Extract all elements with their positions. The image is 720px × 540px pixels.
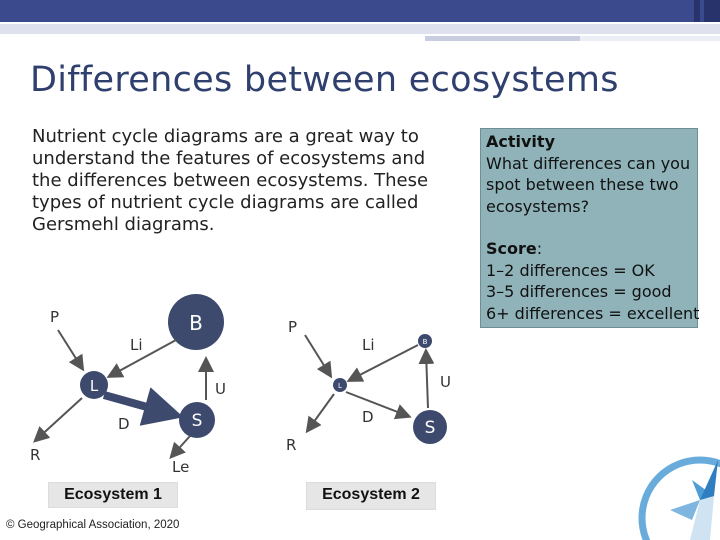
top-banner-accent	[704, 0, 720, 22]
label-S: S	[424, 418, 436, 438]
label-B: B	[189, 311, 203, 335]
label-B: B	[422, 338, 428, 346]
leaching-arrow	[172, 436, 190, 456]
top-banner	[0, 0, 720, 22]
label-D: D	[118, 415, 130, 433]
label-P: P	[288, 318, 298, 336]
label-Li: Li	[130, 336, 143, 354]
precipitation-arrow	[305, 335, 330, 375]
header-stripe	[580, 36, 720, 41]
label-U: U	[440, 373, 451, 391]
intro-text: Nutrient cycle diagrams are a great way to understand the features of ecosystems and the differences between ecosystems. These types of nutrient cycle diagrams are called Gersmehl diagrams.	[32, 126, 429, 235]
decomposition-arrow	[104, 395, 172, 414]
score-line: 6+ differences = excellent	[486, 303, 700, 323]
label-R: R	[286, 436, 297, 454]
precipitation-arrow	[58, 330, 82, 368]
label-Li: Li	[362, 336, 375, 354]
score-line: 1–2 differences = OK	[486, 260, 655, 280]
slide-title: Differences between ecosystems	[30, 60, 619, 100]
compass-icon	[630, 440, 720, 540]
top-banner-accent	[694, 0, 700, 22]
header-stripe	[0, 24, 720, 34]
score-line: 3–5 differences = good	[486, 282, 672, 301]
activity-question: What differences can you spot between these two ecosystems?	[486, 153, 691, 216]
header-stripe	[425, 36, 580, 41]
uptake-arrow	[426, 352, 428, 408]
runoff-arrow	[308, 394, 334, 430]
score-heading: Score:	[486, 239, 543, 258]
label-S: S	[191, 411, 203, 431]
label-D: D	[362, 408, 374, 426]
litterfall-arrow	[350, 345, 418, 380]
label-L: L	[89, 377, 99, 395]
label-U: U	[215, 380, 226, 398]
runoff-arrow	[36, 398, 82, 440]
label-Le: Le	[172, 458, 190, 476]
decomposition-arrow	[346, 392, 408, 416]
ecosystem-1-diagram	[30, 294, 226, 476]
label-P: P	[50, 308, 60, 326]
label-L: L	[338, 382, 342, 390]
copyright-notice: © Geographical Association, 2020	[6, 519, 180, 531]
label-R: R	[30, 446, 41, 464]
litterfall-arrow	[110, 340, 176, 376]
ecosystem-2-diagram	[286, 318, 451, 454]
score-label: Score	[486, 239, 537, 258]
ecosystem-2-label: Ecosystem 2	[306, 482, 436, 510]
activity-heading: Activity	[486, 132, 555, 151]
ecosystem-1-label: Ecosystem 1	[48, 482, 178, 508]
